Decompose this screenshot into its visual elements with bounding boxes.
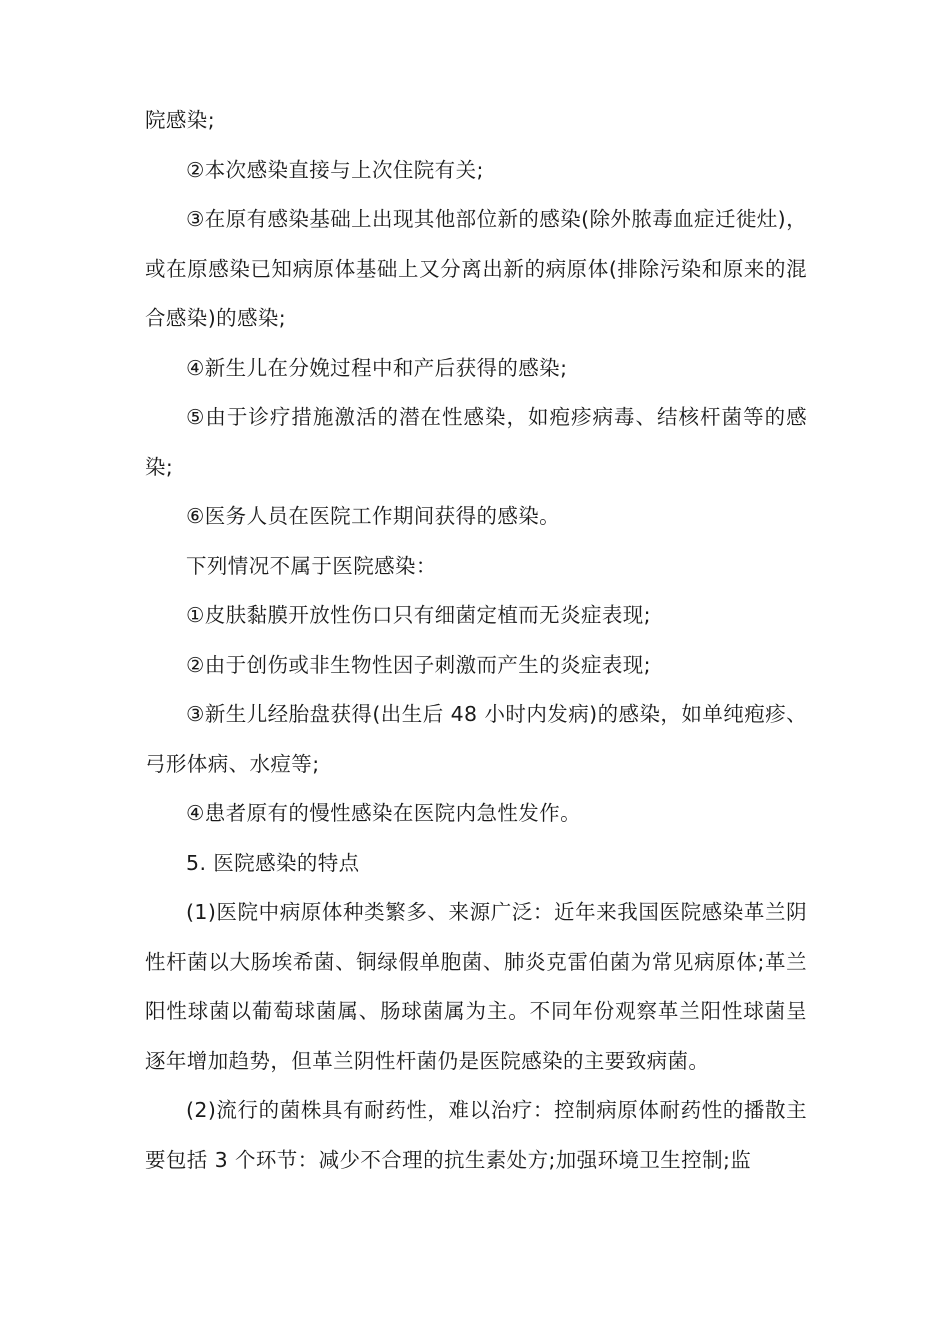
paragraph-3: ③在原有感染基础上出现其他部位新的感染(除外脓毒血症迁徙灶)，或在原感染已知病原体基础上又分离出新的病原体(排除污染和原来的混合感染)的感染; — [145, 207, 807, 330]
paragraph-1: 院感染; — [145, 108, 216, 132]
paragraph-8: ①皮肤黏膜开放性伤口只有细菌定植而无炎症表现; — [186, 603, 651, 627]
paragraph-7: 下列情况不属于医院感染： — [186, 553, 437, 578]
paragraph-6: ⑥医务人员在医院工作期间获得的感染。 — [186, 504, 561, 528]
paragraph-4: ④新生儿在分娩过程中和产后获得的感染; — [186, 355, 568, 380]
paragraph-11: ④患者原有的慢性感染在医院内急性发作。 — [186, 801, 581, 825]
paragraph-10: ③新生儿经胎盘获得(出生后 48 小时内发病)的感染，如单纯疱疹、弓形体病、水痘等; — [145, 702, 807, 776]
paragraph-13: (1)医院中病原体种类繁多、来源广泛：近年来我国医院感染革兰阴性杆菌以大肠埃希菌、铜绿假单胞菌、肺炎克雷伯菌为常见病原体;革兰阳性球菌以葡萄球菌属、肠球菌属为主。不同年份观察革兰阳性球菌呈逐年增加趋势，但革兰阴性杆菌仍是医院感染的主要致病菌。 — [145, 900, 807, 1073]
paragraph-14: (2)流行的菌株具有耐药性，难以治疗：控制病原体耐药性的播散主要包括 3 个环节：减少不合理的抗生素处方;加强环境卫生控制;监 — [145, 1098, 807, 1172]
paragraph-9: ②由于创伤或非生物性因子刺激而产生的炎症表现; — [186, 652, 651, 677]
paragraph-5: ⑤由于诊疗措施激活的潜在性感染，如疱疹病毒、结核杆菌等的感染; — [145, 405, 807, 479]
paragraph-2: ②本次感染直接与上次住院有关; — [186, 157, 484, 182]
section-heading: 5. 医院感染的特点 — [186, 850, 360, 875]
document-page — [145, 96, 807, 1185]
